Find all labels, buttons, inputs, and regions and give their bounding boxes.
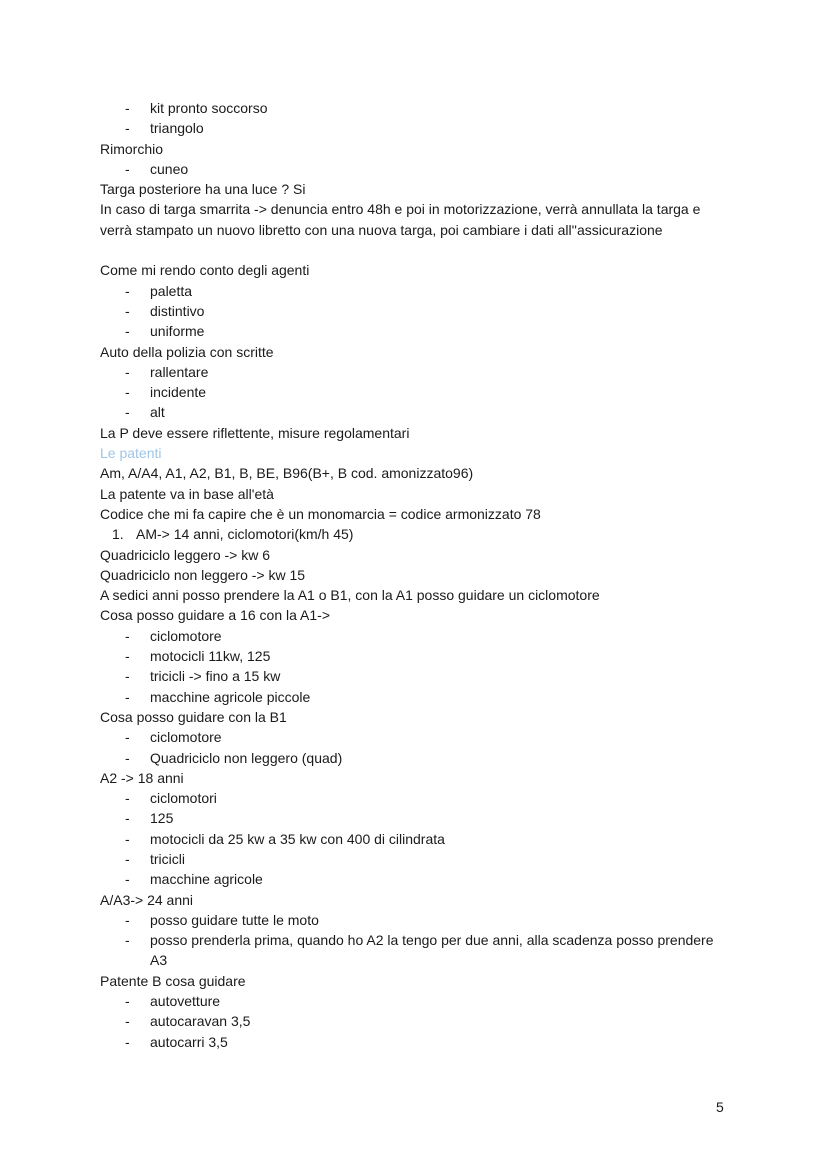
numbered-item	[100, 524, 720, 544]
text-line: Come mi rendo conto degli agenti	[100, 262, 310, 279]
list-item	[100, 1032, 720, 1052]
list-item	[100, 910, 720, 930]
bullet-marker: -	[125, 1013, 130, 1030]
list-item	[100, 727, 720, 747]
list-item-text: posso prenderla prima, quando ho A2 la tengo per due anni, alla scadenza posso prendere A3	[150, 932, 714, 969]
text-line: A2 -> 18 anni	[100, 769, 184, 786]
bullet-marker: -	[125, 688, 130, 705]
text-line: La patente va in base all'età	[100, 485, 274, 502]
bullet-marker: -	[125, 729, 130, 746]
bullet-marker: -	[125, 830, 130, 847]
list-item	[100, 301, 720, 321]
text-line: Targa posteriore ha una luce ? Si	[100, 181, 306, 198]
list-item	[100, 687, 720, 707]
list-item	[100, 1011, 720, 1031]
text-line: Cosa posso guidare con la B1	[100, 708, 287, 725]
list-item	[100, 930, 720, 971]
list-item	[100, 808, 720, 828]
bullet-marker: -	[125, 668, 130, 685]
list-item-text: ciclomotore	[150, 729, 222, 746]
list-item-text: ciclomotore	[150, 627, 222, 644]
bullet-marker: -	[125, 871, 130, 888]
list-item-text: autovetture	[150, 993, 221, 1010]
list-item	[100, 402, 720, 422]
list-item	[100, 748, 720, 768]
text-line: La P deve essere riflettente, misure regolamentari	[100, 424, 410, 441]
list-item-text: tricicli -> fino a 15 kw	[150, 668, 281, 685]
page-number: 5	[716, 1099, 724, 1115]
list-item	[100, 829, 720, 849]
text-line: Rimorchio	[100, 140, 164, 157]
list-item	[100, 362, 720, 382]
bullet-marker: -	[125, 160, 130, 177]
bullet-marker: -	[125, 1033, 130, 1050]
list-item-text: distintivo	[150, 302, 205, 319]
list-item-text: alt	[150, 404, 165, 421]
list-item	[100, 118, 720, 138]
bullet-marker: -	[125, 790, 130, 807]
list-item	[100, 321, 720, 341]
text-line: Patente B cosa guidare	[100, 972, 246, 989]
list-item	[100, 991, 720, 1011]
bullet-marker: -	[125, 302, 130, 319]
list-item	[100, 159, 720, 179]
list-item-text: tricicli	[150, 850, 185, 867]
blank-line	[100, 240, 720, 260]
text-line: A sedici anni posso prendere la A1 o B1, con la A1 posso guidare un ciclomotore	[100, 587, 600, 604]
list-item	[100, 98, 720, 118]
list-item-text: cuneo	[150, 160, 189, 177]
text-line: Quadriciclo non leggero -> kw 15	[100, 566, 306, 583]
list-item-text: macchine agricole piccole	[150, 688, 311, 705]
section-heading: Le patenti	[100, 445, 162, 462]
bullet-marker: -	[125, 404, 130, 421]
bullet-marker: -	[125, 648, 130, 665]
list-item-text: macchine agricole	[150, 871, 263, 888]
numbered-item-text: AM-> 14 anni, ciclomotori(km/h 45)	[136, 526, 354, 543]
bullet-marker: -	[125, 627, 130, 644]
bullet-marker: -	[125, 749, 130, 766]
list-item	[100, 382, 720, 402]
list-item	[100, 666, 720, 686]
list-item	[100, 626, 720, 646]
list-item	[100, 646, 720, 666]
bullet-marker: -	[125, 993, 130, 1010]
text-line: Am, A/A4, A1, A2, B1, B, BE, B96(B+, B cod. amonizzato96)	[100, 465, 474, 482]
bullet-marker: -	[125, 120, 130, 137]
list-item-text: ciclomotori	[150, 790, 217, 807]
text-line: Auto della polizia con scritte	[100, 343, 274, 360]
list-item-text: paletta	[150, 282, 193, 299]
document-body	[100, 98, 720, 1052]
number-marker: 1.	[112, 526, 124, 543]
text-line: Cosa posso guidare a 16 con la A1->	[100, 607, 330, 624]
list-item-text: autocarri 3,5	[150, 1033, 228, 1050]
list-item	[100, 281, 720, 301]
text-line: A/A3-> 24 anni	[100, 891, 194, 908]
paragraph: In caso di targa smarrita -> denuncia entro 48h e poi in motorizzazione, verrà annullata la targa e verrà stampato un nuovo libretto con una nuova targa, poi cambiare i dati all''assicurazione	[100, 201, 701, 238]
list-item-text: 125	[150, 810, 174, 827]
list-item-text: incidente	[150, 384, 207, 401]
bullet-marker: -	[125, 850, 130, 867]
list-item	[100, 869, 720, 889]
text-line: Quadriciclo leggero -> kw 6	[100, 546, 271, 563]
list-item-text: motocicli da 25 kw a 35 kw con 400 di cilindrata	[150, 830, 445, 847]
list-item	[100, 788, 720, 808]
list-item-text: posso guidare tutte le moto	[150, 911, 319, 928]
list-item	[100, 849, 720, 869]
list-item-text: Quadriciclo non leggero (quad)	[150, 749, 343, 766]
bullet-marker: -	[125, 100, 130, 116]
bullet-marker: -	[125, 323, 130, 340]
list-item-text: triangolo	[150, 120, 204, 137]
list-item-text: rallentare	[150, 363, 209, 380]
bullet-marker: -	[125, 932, 130, 949]
list-item-text: kit pronto soccorso	[150, 100, 268, 116]
list-item-text: motocicli 11kw, 125	[150, 648, 271, 665]
bullet-marker: -	[125, 810, 130, 827]
text-line: Codice che mi fa capire che è un monomarcia = codice armonizzato 78	[100, 505, 541, 522]
list-item-text: uniforme	[150, 323, 205, 340]
bullet-marker: -	[125, 911, 130, 928]
bullet-marker: -	[125, 384, 130, 401]
bullet-marker: -	[125, 363, 130, 380]
bullet-marker: -	[125, 282, 130, 299]
list-item-text: autocaravan 3,5	[150, 1013, 251, 1030]
